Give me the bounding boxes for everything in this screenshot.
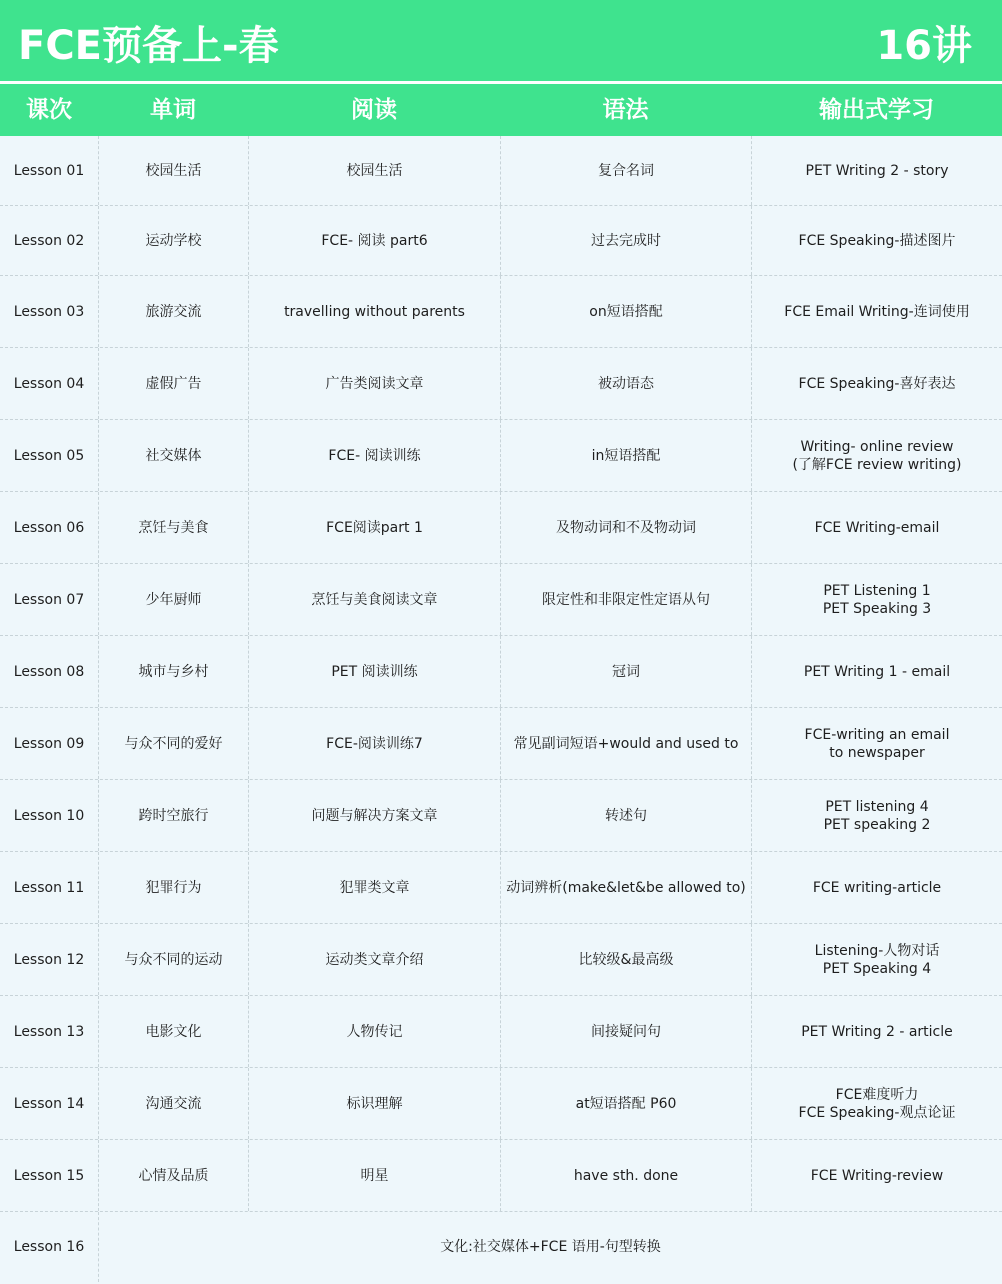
grammar-cell: 复合名词 (500, 136, 751, 205)
output-line-2: PET Speaking 3 (822, 600, 932, 617)
vocab-cell: 虚假广告 (98, 348, 248, 419)
output-line-1: PET Writing 2 - article (801, 1023, 953, 1040)
lesson-number: Lesson 02 (13, 232, 85, 249)
lesson-number: Lesson 01 (13, 162, 85, 179)
output-cell (751, 1140, 1002, 1211)
grammar-cell: 间接疑问句 (500, 996, 751, 1067)
grammar-cell: 过去完成时 (500, 206, 751, 275)
output-cell (751, 996, 1002, 1067)
grammar-cell: at短语搭配 P60 (500, 1068, 751, 1139)
header-output-learning: 输出式学习 (819, 97, 934, 123)
lesson-number: Lesson 03 (13, 303, 85, 320)
lesson-number: Lesson 06 (13, 519, 85, 536)
vocab-cell: 校园生活 (98, 136, 248, 205)
output-line-1: PET Writing 2 - story (805, 162, 949, 179)
lesson-number: Lesson 14 (13, 1095, 85, 1112)
output-cell (751, 276, 1002, 347)
grammar-cell: 冠词 (500, 636, 751, 707)
output-cell (751, 924, 1002, 995)
reading-cell: 广告类阅读文章 (248, 348, 500, 419)
header-lesson: 课次 (26, 97, 72, 123)
output-line-1: Listening-人物对话 (814, 942, 940, 959)
grammar-cell: 比较级&最高级 (500, 924, 751, 995)
output-line-1: FCE writing-article (812, 879, 942, 896)
table-row (0, 996, 1002, 1068)
output-cell (751, 708, 1002, 779)
table-row (0, 852, 1002, 924)
lesson-number: Lesson 15 (13, 1167, 85, 1184)
output-line-1: FCE Speaking-描述图片 (798, 232, 956, 249)
table-row (0, 708, 1002, 780)
vocab-cell: 与众不同的运动 (98, 924, 248, 995)
output-line-1: PET Writing 1 - email (803, 663, 951, 680)
table-row (0, 206, 1002, 276)
final-lesson-content: 文化:社交媒体+FCE 语用-句型转换 (98, 1212, 1002, 1282)
table-row (0, 420, 1002, 492)
output-line-1: FCE Writing-email (814, 519, 940, 536)
grammar-cell: 限定性和非限定性定语从句 (500, 564, 751, 635)
grammar-cell: in短语搭配 (500, 420, 751, 491)
output-line-1: PET Listening 1 (823, 582, 931, 599)
grammar-cell: 转述句 (500, 780, 751, 851)
lesson-number: Lesson 11 (13, 879, 85, 896)
output-cell (751, 420, 1002, 491)
lesson-number: Lesson 07 (13, 591, 85, 608)
output-line-2: to newspaper (829, 744, 925, 761)
vocab-cell: 电影文化 (98, 996, 248, 1067)
lecture-count: 16讲 (876, 23, 972, 69)
table-row-final (0, 1212, 1002, 1282)
reading-cell: FCE阅读part 1 (248, 492, 500, 563)
title-bar (0, 0, 1002, 84)
output-cell (751, 206, 1002, 275)
reading-cell: 明星 (248, 1140, 500, 1211)
table-row (0, 1140, 1002, 1212)
header-grammar: 语法 (602, 97, 649, 123)
course-title: FCE预备上-春 (18, 23, 279, 69)
table-row (0, 636, 1002, 708)
output-line-1: FCE Email Writing-连词使用 (784, 303, 970, 320)
grammar-cell: 常见副词短语+would and used to (500, 708, 751, 779)
lesson-number: Lesson 04 (13, 375, 85, 392)
grammar-cell: 及物动词和不及物动词 (500, 492, 751, 563)
lesson-number: Lesson 16 (13, 1239, 85, 1255)
reading-cell: 问题与解决方案文章 (248, 780, 500, 851)
output-line-2: (了解FCE review writing) (792, 456, 962, 473)
output-line-2: FCE Speaking-观点论证 (798, 1104, 956, 1121)
output-cell (751, 852, 1002, 923)
output-line-1: Writing- online review (800, 438, 954, 455)
header-reading: 阅读 (351, 97, 397, 123)
lesson-number: Lesson 12 (13, 951, 85, 968)
vocab-cell: 沟通交流 (98, 1068, 248, 1139)
table-row (0, 1068, 1002, 1140)
lesson-number: Lesson 13 (13, 1023, 85, 1040)
table-row (0, 276, 1002, 348)
grammar-cell: 被动语态 (500, 348, 751, 419)
reading-cell: FCE- 阅读 part6 (248, 206, 500, 275)
lesson-number: Lesson 09 (13, 735, 85, 752)
lesson-number: Lesson 10 (13, 807, 85, 824)
table-row (0, 136, 1002, 206)
lesson-number: Lesson 08 (13, 663, 85, 680)
reading-cell: 人物传记 (248, 996, 500, 1067)
output-line-1: FCE Writing-review (810, 1167, 944, 1184)
table-row (0, 348, 1002, 420)
table-row (0, 780, 1002, 852)
output-line-2: PET Speaking 4 (822, 960, 932, 977)
table-row (0, 924, 1002, 996)
lesson-number: Lesson 05 (13, 447, 85, 464)
grammar-cell: 动词辨析(make&let&be allowed to) (500, 852, 751, 923)
grammar-cell: on短语搭配 (500, 276, 751, 347)
output-line-2: PET speaking 2 (823, 816, 931, 833)
reading-cell: 烹饪与美食阅读文章 (248, 564, 500, 635)
output-line-1: PET listening 4 (825, 798, 929, 815)
output-line-1: FCE Speaking-喜好表达 (798, 375, 956, 392)
vocab-cell: 心情及品质 (98, 1140, 248, 1211)
vocab-cell: 城市与乡村 (98, 636, 248, 707)
vocab-cell: 烹饪与美食 (98, 492, 248, 563)
reading-cell: FCE- 阅读训练 (248, 420, 500, 491)
reading-cell: 犯罪类文章 (248, 852, 500, 923)
vocab-cell: 犯罪行为 (98, 852, 248, 923)
output-cell (751, 492, 1002, 563)
header-vocabulary: 单词 (150, 97, 196, 123)
table-header (0, 84, 1002, 136)
output-cell (751, 136, 1002, 205)
reading-cell: 运动类文章介绍 (248, 924, 500, 995)
vocab-cell: 少年厨师 (98, 564, 248, 635)
reading-cell: travelling without parents (248, 276, 500, 347)
vocab-cell: 与众不同的爱好 (98, 708, 248, 779)
vocab-cell: 跨时空旅行 (98, 780, 248, 851)
output-cell (751, 636, 1002, 707)
reading-cell: 校园生活 (248, 136, 500, 205)
output-cell (751, 780, 1002, 851)
output-line-1: FCE难度听力 (835, 1086, 919, 1103)
vocab-cell: 社交媒体 (98, 420, 248, 491)
reading-cell: FCE-阅读训练7 (248, 708, 500, 779)
output-cell (751, 1068, 1002, 1139)
reading-cell: 标识理解 (248, 1068, 500, 1139)
table-row (0, 564, 1002, 636)
output-cell (751, 348, 1002, 419)
reading-cell: PET 阅读训练 (248, 636, 500, 707)
output-cell (751, 564, 1002, 635)
table-row (0, 492, 1002, 564)
output-line-1: FCE-writing an email (804, 726, 950, 743)
lesson-table-body (0, 136, 1002, 1282)
vocab-cell: 运动学校 (98, 206, 248, 275)
vocab-cell: 旅游交流 (98, 276, 248, 347)
grammar-cell: have sth. done (500, 1140, 751, 1211)
